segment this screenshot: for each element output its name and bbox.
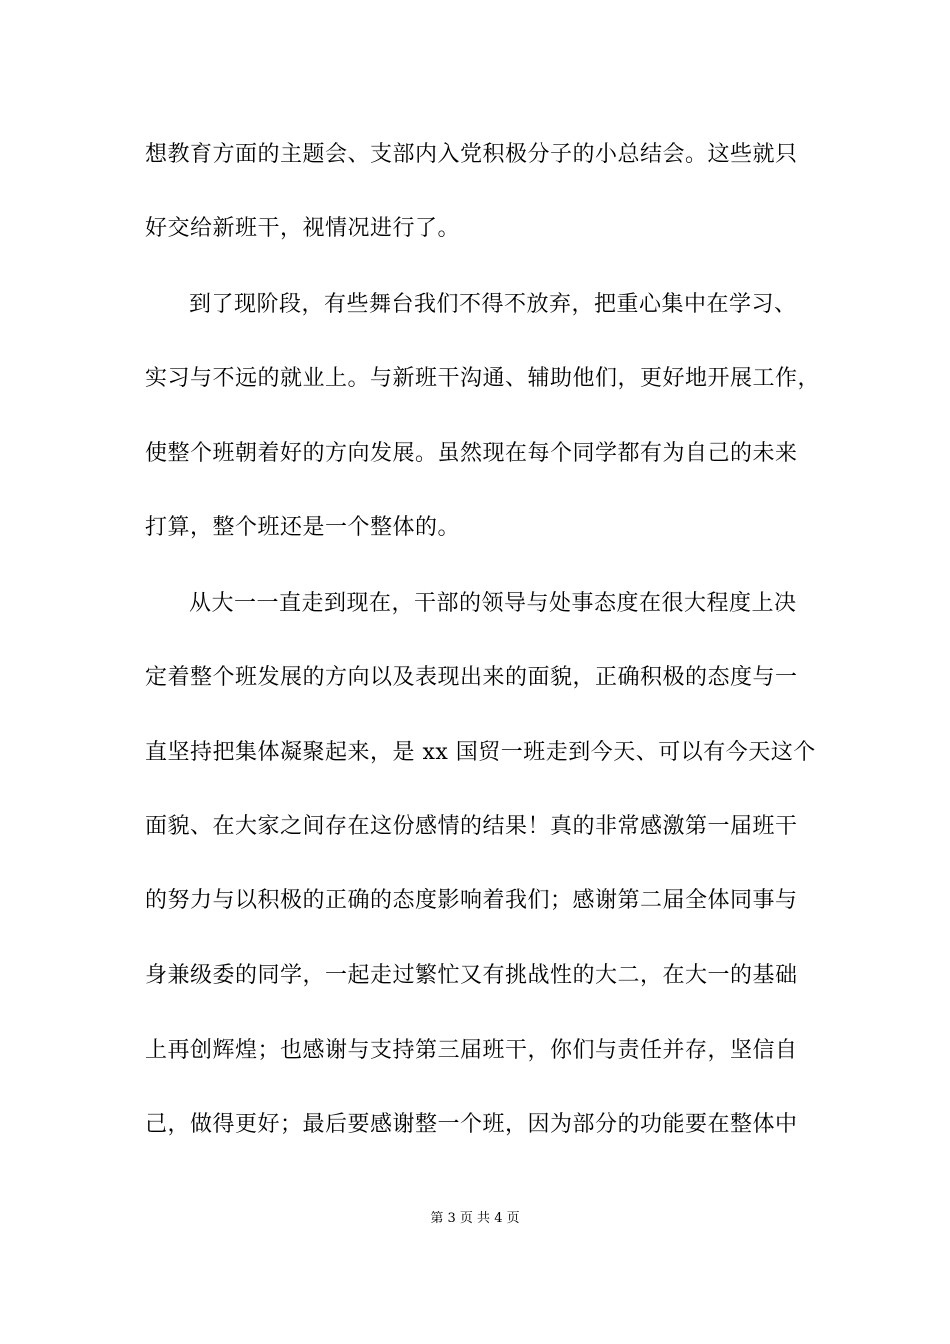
text-line-2: 好交给新班干，视情况进行了。 [145,216,461,241]
text-line-4: 实习与不远的就业上。与新班干沟通、辅助他们，更好地开展工作， [145,366,821,391]
text-line-1: 想教育方面的主题会、支部内入党积极分子的小总结会。这些就只 [145,142,798,167]
page-number: 第 3 页 共 4 页 [430,1211,520,1226]
text-line-6: 打算，整个班还是一个整体的。 [145,515,461,540]
text-line-3: 到了现阶段，有些舞台我们不得不放弃，把重心集中在学习、 [189,292,797,317]
text-line-12: 身兼级委的同学，一起走过繁忙又有挑战性的大二，在大一的基础 [145,963,798,988]
text-line-14: 己，做得更好；最后要感谢整一个班，因为部分的功能要在整体中 [145,1112,798,1137]
text-line-7: 从大一一直走到现在，干部的领导与处事态度在很大程度上决 [189,591,797,616]
page-footer [0,1211,950,1227]
text-line-11: 的努力与以积极的正确的态度影响着我们；感谢第二届全体同事与 [145,888,798,913]
text-line-5: 使整个班朝着好的方向发展。虽然现在每个同学都有为自己的未来 [145,441,798,466]
text-line-10: 面貌、在大家之间存在这份感情的结果！真的非常感激第一届班干 [145,814,798,839]
text-line-13: 上再创辉煌；也感谢与支持第三届班干，你们与责任并存，坚信自 [145,1038,798,1063]
text-line-9: 直坚持把集体凝聚起来，是 xx 国贸一班走到今天、可以有今天这个 [145,740,816,765]
text-line-8: 定着整个班发展的方向以及表现出来的面貌，正确积极的态度与一 [145,665,798,690]
